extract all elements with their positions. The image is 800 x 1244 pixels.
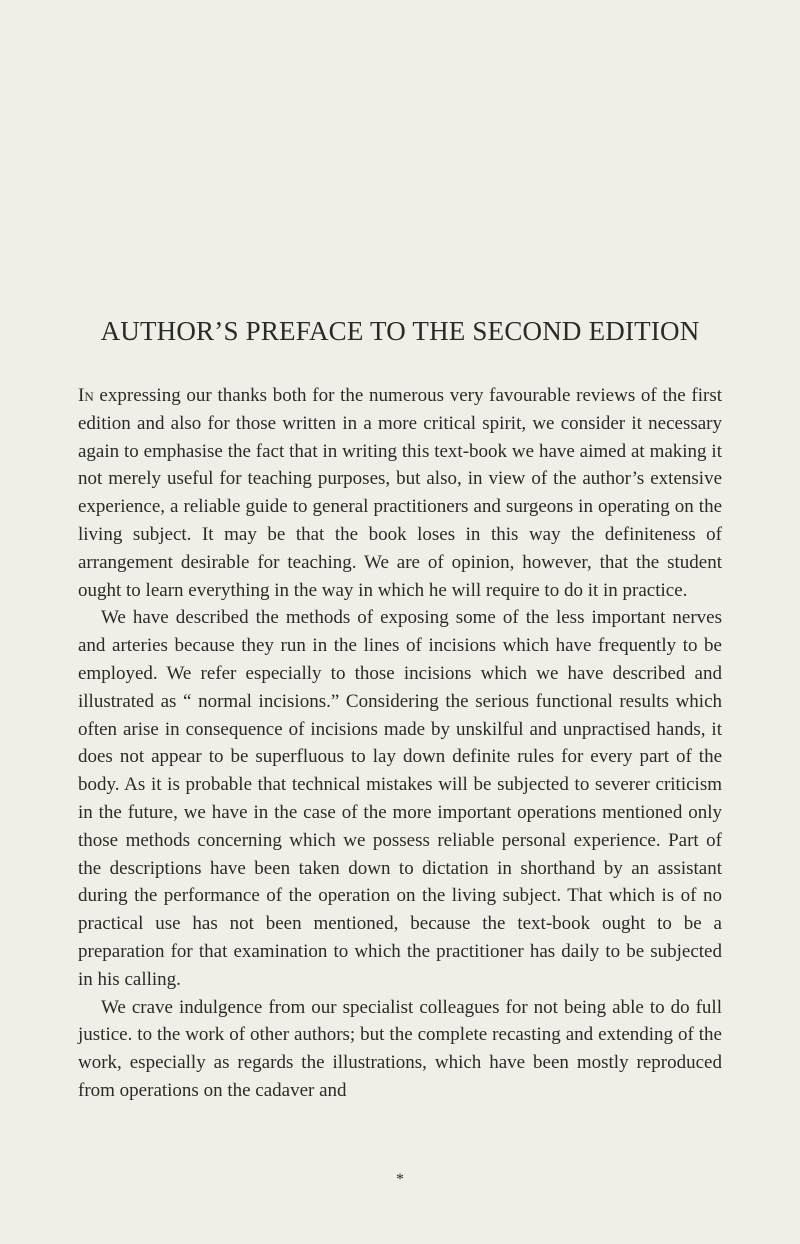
paragraph-1 <box>78 382 722 604</box>
paragraph-2: We have described the methods of exposing some of the less important nerves and arteries because they run in the lines of incisions which have frequently to be employed. We refer especially to those incisions which we have described and illustrated as “ normal incisions.” Considering the serious functional results which often arise in consequence of incisions made by unskilful and unpractised hands, it does not appear to be superfluous to lay down definite rules for every part of the body. As it is probable that technical mistakes will be subjected to severer criticism in the future, we have in the case of the more important operations mentioned only those methods concerning which we possess reliable personal experience. Part of the descriptions have been taken down to dictation in shorthand by an assistant during the performance of the operation on the living subject. That which is of no practical use has not been mentioned, because the text-book ought to be a preparation for that examination to which the practitioner has daily to be subjected in his calling. <box>78 607 722 990</box>
preface-body <box>78 382 722 1105</box>
paragraph-lead-word: In <box>78 385 94 406</box>
signature-mark: * <box>396 1171 404 1188</box>
paragraph-1-text: expressing our thanks both for the numerous very favourable reviews of the first edition and also for those written in a more critical spirit, we consider it necessary again to emphasise the fact that in writing this text-book we have aimed at making it not merely useful for teaching purposes, but also, in view of the author’s extensive experience, a reliable guide to general practitioners and surgeons in operating on the living subject. It may be that the book loses in this way the definiteness of arrangement desirable for teaching. We are of opinion, however, that the student ought to learn everything in the way in which he will require to do it in practice. <box>78 385 722 601</box>
paragraph-3: We crave indulgence from our specialist colleagues for not being able to do full justice. to the work of other authors; but the complete recasting and extending of the work, especially as regards the illustrations, which have been mostly reproduced from operations on the cadaver and <box>78 996 722 1101</box>
page-title: AUTHOR’S PREFACE TO THE SECOND EDITION <box>100 316 700 346</box>
